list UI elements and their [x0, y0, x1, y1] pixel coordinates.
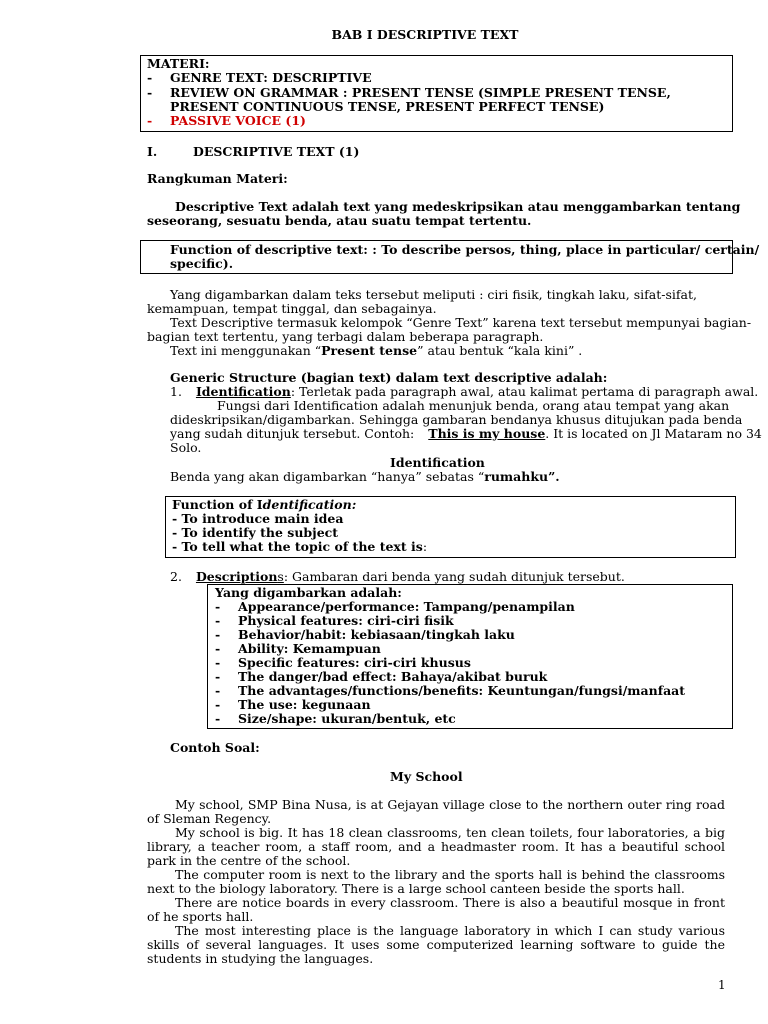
present-tense-line: [170, 344, 582, 358]
identification-label: Identification: [195, 384, 291, 399]
description-item: Size/shape: ukuran/bentuk, etc: [238, 711, 456, 726]
story-paragraph: My school is big. It has 18 clean classrooms, ten clean toilets, four laboratories, a big library, a teacher room, a staff room, and a headmaster room. It has a beautiful school park in the centre of the school.: [147, 825, 725, 868]
identification-more: Fungsi dari Identification adalah menunjuk benda, orang atau tempat yang akan: [217, 398, 730, 413]
identification-more: Solo.: [170, 440, 202, 455]
definition-line: seseorang, sesuatu benda, atau suatu tempat tertentu.: [147, 213, 532, 228]
identification-caption: Identification: [390, 455, 485, 470]
identification-text: : Terletak pada paragraph awal, atau kalimat pertama di paragraph awal.: [290, 384, 759, 399]
story-paragraph: My school, SMP Bina Nusa, is at Gejayan village close to the northern outer ring road of Sleman Regency.: [147, 797, 725, 826]
materi-dash: -: [147, 85, 153, 100]
descriptions-text: : Gambaran dari benda yang sudah ditunjuk tersebut.: [283, 569, 625, 584]
generic-structure-heading: Generic Structure (bagian text) dalam text descriptive adalah:: [170, 370, 608, 385]
section-number: I.: [147, 144, 158, 159]
contoh-soal-label: Contoh Soal:: [170, 740, 260, 755]
descriptions-label: Description: [195, 569, 278, 584]
identification-line: [170, 385, 758, 399]
description-item: The advantages/functions/benefits: Keuntungan/fungsi/manfaat: [238, 683, 686, 698]
materi-dash: -: [147, 113, 153, 128]
described-text: Text ini menggunakan “: [170, 343, 322, 358]
identification-more: yang sudah ditunjuk tersebut. Contoh:: [170, 426, 415, 441]
section-title: DESCRIPTIVE TEXT (1): [193, 144, 360, 159]
list-number: 2.: [170, 569, 182, 584]
description-dash: -: [215, 669, 221, 684]
descriptions-suffix: s: [277, 569, 284, 584]
description-dash: -: [215, 641, 221, 656]
description-item: The danger/bad effect: Bahaya/akibat buruk: [238, 669, 548, 684]
heading-italic: dentification:: [262, 497, 357, 512]
definition-line: Descriptive Text adalah text yang medeskripsikan atau menggambarkan tentang: [175, 199, 741, 214]
function-line: Function of descriptive text: : To describe persos, thing, place in particular/ certain/: [170, 242, 760, 257]
identification-function-item: - To identify the subject: [172, 525, 339, 540]
story-paragraph: The most interesting place is the language laboratory in which I can study various skills of several languages. It uses some computerized learning software to guide the students in studying the languages.: [147, 923, 725, 966]
description-dash: -: [215, 697, 221, 712]
description-dash: -: [215, 655, 221, 670]
identification-more: . It is located on Jl Mataram no 34: [545, 426, 762, 441]
description-dash: -: [215, 627, 221, 642]
story-paragraph: There are notice boards in every classroom. There is also a beautiful mosque in front of he sports hall.: [147, 895, 725, 924]
description-item: Physical features: ciri-ciri fisik: [238, 613, 454, 628]
description-item: Appearance/performance: Tampang/penampilan: [238, 599, 575, 614]
rangkuman-label: Rangkuman Materi:: [147, 171, 288, 186]
page-title: BAB I DESCRIPTIVE TEXT: [331, 27, 519, 42]
story-title: My School: [390, 769, 463, 784]
descriptions-box-heading: Yang digambarkan adalah:: [215, 585, 402, 600]
description-item: Behavior/habit: kebiasaan/tingkah laku: [238, 627, 515, 642]
function-tail: :: [422, 539, 428, 554]
story-paragraph: The computer room is next to the library and the sports hall is behind the classrooms next to the biology laboratory. There is a large school canteen beside the sports hall.: [147, 867, 725, 896]
descriptions-line: [170, 570, 625, 584]
described-line: Text Descriptive termasuk kelompok “Genre Text” karena text tersebut mempunyai bagian-: [170, 315, 752, 330]
identification-example: [170, 470, 560, 484]
function-item: - To tell what the topic of the text is: [172, 539, 423, 554]
list-number: 1.: [170, 384, 182, 399]
description-dash: -: [215, 711, 221, 726]
materi-item: GENRE TEXT: DESCRIPTIVE: [170, 70, 372, 85]
identification-more: dideskripsikan/digambarkan. Sehingga gambaran bendanya khusus ditujukan pada benda: [170, 412, 743, 427]
materi-dash: -: [147, 70, 153, 85]
example-sentence: This is my house: [428, 426, 546, 441]
page-number: 1: [718, 978, 726, 992]
identification-function-item: - To introduce main idea: [172, 511, 344, 526]
identification-function-heading: [172, 498, 356, 512]
description-item: The use: kegunaan: [238, 697, 371, 712]
example-text: ”.: [548, 469, 560, 484]
present-tense-term: Present tense: [321, 343, 418, 358]
materi-item: REVIEW ON GRAMMAR : PRESENT TENSE (SIMPLE PRESENT TENSE,: [170, 85, 671, 100]
description-dash: -: [215, 683, 221, 698]
described-line: Yang digambarkan dalam teks tersebut meliputi : ciri fisik, tingkah laku, sifat-sifat,: [170, 287, 697, 302]
described-line: kemampuan, tempat tinggal, dan sebagainya.: [147, 301, 437, 316]
described-text: ” atau bentuk “kala kini” .: [417, 343, 583, 358]
example-bold: rumahku: [484, 469, 549, 484]
identification-example-line: [170, 427, 762, 441]
description-item: Ability: Kemampuan: [238, 641, 381, 656]
heading-text: Function of I: [172, 497, 263, 512]
identification-function-item-last: [172, 540, 427, 554]
materi-item: PRESENT CONTINUOUS TENSE, PRESENT PERFECT TENSE): [170, 99, 605, 114]
materi-heading: MATERI:: [147, 56, 210, 71]
function-line: specific).: [170, 256, 234, 271]
example-text: Benda yang akan digambarkan “hanya” sebatas “: [170, 469, 485, 484]
description-dash: -: [215, 599, 221, 614]
described-line: bagian text tertentu, yang terbagi dalam beberapa paragraph.: [147, 329, 544, 344]
materi-item-passive-voice: PASSIVE VOICE (1): [170, 113, 306, 128]
description-dash: -: [215, 613, 221, 628]
description-item: Specific features: ciri-ciri khusus: [238, 655, 471, 670]
